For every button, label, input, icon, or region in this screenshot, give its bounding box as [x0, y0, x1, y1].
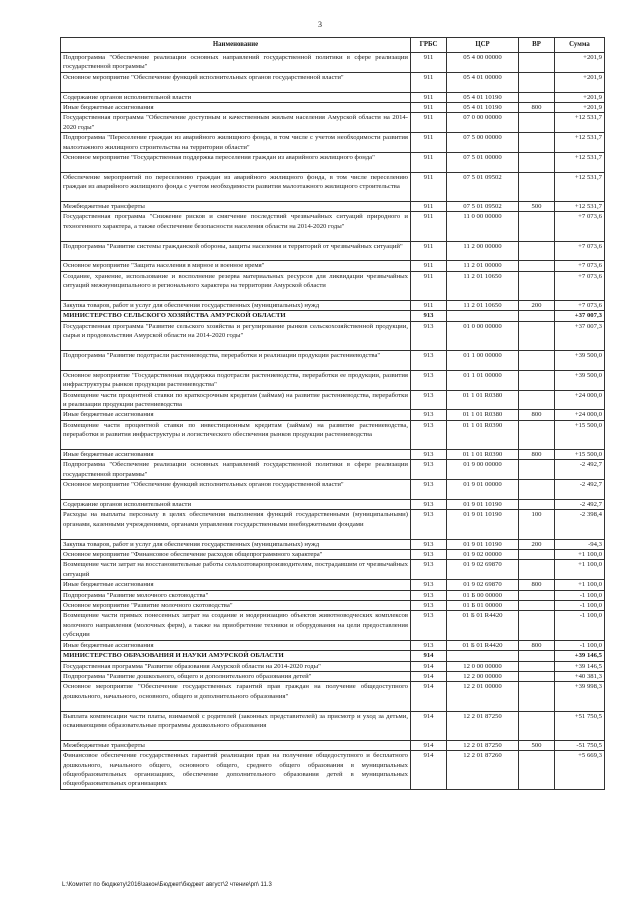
row-csr: 01 0 00 00000	[447, 321, 519, 350]
row-csr: 11 0 00 00000	[447, 212, 519, 241]
row-grbs: 911	[411, 103, 447, 113]
row-grbs: 913	[411, 580, 447, 590]
row-csr: 07 0 00 00000	[447, 113, 519, 133]
row-name: Основное мероприятие "Финансовое обеспечение расходов общепрограммного характера"	[61, 550, 411, 560]
budget-table	[60, 37, 605, 790]
row-sum: +7 073,6	[555, 271, 605, 300]
row-sum: +24 000,0	[555, 390, 605, 410]
table-row	[61, 640, 605, 650]
row-name: Основное мероприятие "Обеспечение функций исполнительных органов государственной власти"	[61, 480, 411, 500]
row-name: Основное мероприятие "Обеспечение государственных гарантий прав граждан на получение общедоступного дошкольного, начального, основного, общего и дополнительного образования"	[61, 682, 411, 711]
row-name: Подпрограмма "Развитие подотрасли растениеводства, переработки и реализации продукции растениеводства"	[61, 351, 411, 371]
row-sum: +5 669,3	[555, 751, 605, 790]
row-csr: 12 2 00 00000	[447, 671, 519, 681]
row-sum: -2 398,4	[555, 510, 605, 539]
row-name: Иные бюджетные ассигнования	[61, 450, 411, 460]
row-csr: 12 2 01 87250	[447, 711, 519, 740]
row-grbs: 913	[411, 590, 447, 600]
row-sum: +39 146,5	[555, 661, 605, 671]
table-row	[61, 321, 605, 350]
row-name: Государственная программа "Снижение рисков и смягчение последствий чрезвычайных ситуаций природного и техногенного характера, а также обеспечение безопасности населения области на 2014-2020 годы"	[61, 212, 411, 241]
row-grbs: 913	[411, 500, 447, 510]
row-vr: 200	[519, 539, 555, 549]
row-vr: 800	[519, 450, 555, 460]
row-csr: 05 4 01 00000	[447, 72, 519, 92]
row-name: Подпрограмма "Развитие молочного скотоводства"	[61, 590, 411, 600]
row-csr: 01 9 01 10190	[447, 500, 519, 510]
row-grbs: 913	[411, 450, 447, 460]
row-vr	[519, 661, 555, 671]
row-csr: 01 9 01 00000	[447, 480, 519, 500]
row-csr: 01 1 01 R0380	[447, 390, 519, 410]
row-sum: +1 100,0	[555, 560, 605, 580]
table-row	[61, 611, 605, 640]
row-grbs: 911	[411, 153, 447, 173]
row-csr: 01 Б 00 00000	[447, 590, 519, 600]
row-vr: 500	[519, 202, 555, 212]
row-sum: +7 073,6	[555, 301, 605, 311]
row-csr: 07 5 01 09502	[447, 172, 519, 201]
row-name: Подпрограмма "Развитие дошкольного, общего и дополнительного образования детей"	[61, 671, 411, 681]
row-csr: 01 Б 01 00000	[447, 601, 519, 611]
row-grbs: 914	[411, 711, 447, 740]
row-vr	[519, 321, 555, 350]
row-name: Основное мероприятие "Развитие молочного скотоводства"	[61, 601, 411, 611]
row-vr	[519, 271, 555, 300]
row-grbs: 913	[411, 311, 447, 321]
table-row	[61, 480, 605, 500]
row-sum: -1 100,0	[555, 640, 605, 650]
table-row	[61, 661, 605, 671]
table-row	[61, 153, 605, 173]
row-sum: +1 100,0	[555, 580, 605, 590]
row-name: Создание, хранение, использование и восполнение резерва материальных ресурсов для ликвидации чрезвычайных ситуаций межмуниципального и регионального характера на территории Амурской области	[61, 271, 411, 300]
row-name: Закупка товаров, работ и услуг для обеспечения государственных (муниципальных) нужд	[61, 301, 411, 311]
row-grbs: 913	[411, 370, 447, 390]
page-number: 3	[318, 20, 322, 29]
row-sum: -94,3	[555, 539, 605, 549]
row-grbs: 911	[411, 271, 447, 300]
table-row	[61, 261, 605, 271]
row-vr: 800	[519, 580, 555, 590]
row-vr	[519, 72, 555, 92]
row-sum: +201,9	[555, 53, 605, 73]
row-sum: +12 531,7	[555, 133, 605, 153]
row-grbs: 911	[411, 202, 447, 212]
row-grbs: 913	[411, 539, 447, 549]
row-vr	[519, 682, 555, 711]
row-vr	[519, 351, 555, 371]
row-grbs: 913	[411, 611, 447, 640]
row-vr	[519, 92, 555, 102]
row-sum: -2 492,7	[555, 500, 605, 510]
row-grbs: 911	[411, 172, 447, 201]
row-grbs: 911	[411, 241, 447, 261]
row-vr: 800	[519, 410, 555, 420]
table-row	[61, 651, 605, 661]
row-sum: +37 007,3	[555, 321, 605, 350]
row-name: Иные бюджетные ассигнования	[61, 103, 411, 113]
row-csr: 12 2 01 87260	[447, 751, 519, 790]
row-name: Основное мероприятие "Государственная поддержка переселения граждан из аварийного жилищного фонда"	[61, 153, 411, 173]
table-row	[61, 92, 605, 102]
row-sum: +1 100,0	[555, 550, 605, 560]
file-path-footer: L:\Комитет по бюджету\2016\закон\Бюджет\бюджет август\2 чтение\рп\ 11.3	[62, 882, 272, 888]
row-sum: +12 531,7	[555, 153, 605, 173]
row-grbs: 913	[411, 601, 447, 611]
row-vr: 200	[519, 301, 555, 311]
row-name: Государственная программа "Развитие сельского хозяйства и регулирование рынков сельскохозяйственной продукции, сырья и продовольствия Амурской области на 2014-2020 годы"	[61, 321, 411, 350]
row-sum: +12 531,7	[555, 202, 605, 212]
row-grbs: 913	[411, 640, 447, 650]
table-row	[61, 53, 605, 73]
table-row	[61, 740, 605, 750]
row-grbs: 914	[411, 682, 447, 711]
table-row	[61, 113, 605, 133]
row-grbs: 913	[411, 510, 447, 539]
row-name: Подпрограмма "Обеспечение реализации основных направлений государственной политики в сфере реализации государственной программы"	[61, 460, 411, 480]
row-sum: +12 531,7	[555, 172, 605, 201]
row-name: Содержание органов исполнительной власти	[61, 92, 411, 102]
row-sum: -1 100,0	[555, 611, 605, 640]
row-name: Возмещение части затрат на восстановительные работы сельхозтоваропроизводителям, пострадавшим от чрезвычайных ситуаций	[61, 560, 411, 580]
row-sum: +39 500,0	[555, 351, 605, 371]
row-vr: 800	[519, 103, 555, 113]
row-csr: 01 9 00 00000	[447, 460, 519, 480]
row-vr	[519, 590, 555, 600]
row-csr: 01 1 00 00000	[447, 351, 519, 371]
row-vr	[519, 711, 555, 740]
row-grbs: 911	[411, 133, 447, 153]
row-sum: +24 000,0	[555, 410, 605, 420]
row-name: Финансовое обеспечение государственных гарантий реализации прав на получение общедоступного и бесплатного дошкольного, начального общего, основного общего, среднего общего образования в муниципальных общеобразовательных организациях, обеспечение дополнительного образования детей в муниципальных общеобразовательных организациях	[61, 751, 411, 790]
row-vr: 500	[519, 740, 555, 750]
row-vr	[519, 370, 555, 390]
row-name: Межбюджетные трансферты	[61, 740, 411, 750]
table-row	[61, 580, 605, 590]
row-grbs: 913	[411, 560, 447, 580]
row-sum: +201,9	[555, 92, 605, 102]
row-name: Подпрограмма "Развитие системы гражданской обороны, защиты населения и территорий от чрезвычайных ситуаций"	[61, 241, 411, 261]
table-row	[61, 133, 605, 153]
row-csr: 07 5 01 00000	[447, 153, 519, 173]
row-grbs: 914	[411, 751, 447, 790]
row-grbs: 911	[411, 92, 447, 102]
row-vr: 100	[519, 510, 555, 539]
row-vr	[519, 113, 555, 133]
row-name: Подпрограмма "Обеспечение реализации основных направлений государственной политики в сфере реализации государственной программы"	[61, 53, 411, 73]
row-vr	[519, 53, 555, 73]
row-vr	[519, 500, 555, 510]
header-sum: Сумма	[555, 38, 605, 53]
row-vr	[519, 153, 555, 173]
row-name: Обеспечение мероприятий по переселению граждан из аварийного жилищного фонда, в том числе переселению граждан из аварийного жилищного фонда с учетом необходимости развития малоэтажного жилищного строительства	[61, 172, 411, 201]
table-row	[61, 301, 605, 311]
table-row	[61, 601, 605, 611]
row-grbs: 913	[411, 550, 447, 560]
table-row	[61, 311, 605, 321]
row-sum: -2 492,7	[555, 460, 605, 480]
row-sum: +7 073,6	[555, 241, 605, 261]
table-row	[61, 539, 605, 549]
row-sum: +7 073,6	[555, 261, 605, 271]
table-row	[61, 500, 605, 510]
table-row	[61, 711, 605, 740]
row-vr	[519, 560, 555, 580]
row-sum: +15 500,0	[555, 450, 605, 460]
table-row	[61, 202, 605, 212]
row-sum: +39 998,3	[555, 682, 605, 711]
row-grbs: 914	[411, 661, 447, 671]
row-csr: 01 9 01 10190	[447, 539, 519, 549]
row-csr: 05 4 01 10190	[447, 92, 519, 102]
table-row	[61, 351, 605, 371]
row-vr	[519, 212, 555, 241]
row-grbs: 913	[411, 390, 447, 410]
row-csr: 05 4 01 10190	[447, 103, 519, 113]
row-csr: 11 2 01 10650	[447, 301, 519, 311]
row-grbs: 911	[411, 113, 447, 133]
row-csr: 01 1 01 R0390	[447, 450, 519, 460]
row-vr	[519, 651, 555, 661]
row-name: МИНИСТЕРСТВО ОБРАЗОВАНИЯ И НАУКИ АМУРСКОЙ ОБЛАСТИ	[61, 651, 411, 661]
table-row	[61, 410, 605, 420]
row-name: Подпрограмма "Переселение граждан из аварийного жилищного фонда, в том числе с учетом необходимости развития малоэтажного жилищного строительства на территории области"	[61, 133, 411, 153]
row-vr	[519, 261, 555, 271]
row-name: Закупка товаров, работ и услуг для обеспечения государственных (муниципальных) нужд	[61, 539, 411, 549]
row-grbs: 911	[411, 261, 447, 271]
row-sum: +37 007,3	[555, 311, 605, 321]
table-row	[61, 212, 605, 241]
row-name: Возмещение части прямых понесенных затрат на создание и модернизацию объектов животноводческих комплексов молочного направления (молочных ферм), а также на приобретение техники и оборудования на цели предоставления субсидии	[61, 611, 411, 640]
row-csr: 01 Б 01 R4420	[447, 611, 519, 640]
row-csr: 01 9 02 69870	[447, 560, 519, 580]
row-name: МИНИСТЕРСТВО СЕЛЬСКОГО ХОЗЯЙСТВА АМУРСКОЙ ОБЛАСТИ	[61, 311, 411, 321]
header-vr: ВР	[519, 38, 555, 53]
row-vr	[519, 133, 555, 153]
row-vr	[519, 172, 555, 201]
row-sum: -2 492,7	[555, 480, 605, 500]
row-grbs: 913	[411, 420, 447, 449]
row-csr: 01 9 02 00000	[447, 550, 519, 560]
row-csr: 12 0 00 00000	[447, 661, 519, 671]
row-csr: 01 9 01 10190	[447, 510, 519, 539]
row-csr: 05 4 00 00000	[447, 53, 519, 73]
table-row	[61, 390, 605, 410]
row-csr: 12 2 01 87250	[447, 740, 519, 750]
row-grbs: 911	[411, 53, 447, 73]
row-sum: -51 750,5	[555, 740, 605, 750]
table-row	[61, 510, 605, 539]
table-row	[61, 450, 605, 460]
row-csr: 01 1 01 R0390	[447, 420, 519, 449]
row-csr: 01 1 01 R0380	[447, 410, 519, 420]
row-name: Иные бюджетные ассигнования	[61, 410, 411, 420]
row-grbs: 911	[411, 72, 447, 92]
row-name: Основное мероприятие "Защита населения в мирное и военное время"	[61, 261, 411, 271]
table-row	[61, 590, 605, 600]
table-row	[61, 671, 605, 681]
row-sum: -1 100,0	[555, 590, 605, 600]
header-csr: ЦСР	[447, 38, 519, 53]
table-row	[61, 560, 605, 580]
table-header-row	[61, 38, 605, 53]
header-grbs: ГРБС	[411, 38, 447, 53]
row-name: Государственная программа "Развитие образования Амурской области на 2014-2020 годы"	[61, 661, 411, 671]
header-name: Наименование	[61, 38, 411, 53]
row-grbs: 913	[411, 480, 447, 500]
row-vr	[519, 611, 555, 640]
row-grbs: 914	[411, 740, 447, 750]
row-name: Государственная программа "Обеспечение доступным и качественным жильем населения Амурской области на 2014-2020 годы"	[61, 113, 411, 133]
row-csr: 01 1 01 00000	[447, 370, 519, 390]
row-grbs: 913	[411, 321, 447, 350]
row-csr: 07 5 01 09502	[447, 202, 519, 212]
row-vr	[519, 311, 555, 321]
row-vr: 800	[519, 640, 555, 650]
row-sum: -1 100,0	[555, 601, 605, 611]
table-row	[61, 172, 605, 201]
row-vr	[519, 671, 555, 681]
row-grbs: 911	[411, 301, 447, 311]
row-vr	[519, 751, 555, 790]
row-sum: +12 531,7	[555, 113, 605, 133]
table-row	[61, 682, 605, 711]
row-sum: +40 381,3	[555, 671, 605, 681]
row-grbs: 914	[411, 671, 447, 681]
row-name: Основное мероприятие "Государственная поддержка подотрасли растениеводства, переработки ее продукции, развития инфраструктуры рынков продукции растениеводства"	[61, 370, 411, 390]
row-csr: 11 2 01 10650	[447, 271, 519, 300]
row-name: Основное мероприятие "Обеспечение функций исполнительных органов государственной власти"	[61, 72, 411, 92]
row-grbs: 913	[411, 460, 447, 480]
table-row	[61, 370, 605, 390]
row-sum: +39 146,5	[555, 651, 605, 661]
row-name: Возмещение части процентной ставки по краткосрочным кредитам (займам) на развитие растениеводства, переработки и реализации продукции растениеводства	[61, 390, 411, 410]
row-name: Расходы на выплаты персоналу в целях обеспечения выполнения функций государственными (муниципальными) органами, казенными учреждениями, органами управления государственными внебюджетными фондами	[61, 510, 411, 539]
row-csr: 11 2 01 00000	[447, 261, 519, 271]
row-csr	[447, 311, 519, 321]
table-row	[61, 241, 605, 261]
row-csr: 01 9 02 69870	[447, 580, 519, 590]
row-sum: +201,9	[555, 72, 605, 92]
row-vr	[519, 460, 555, 480]
row-vr	[519, 390, 555, 410]
row-csr	[447, 651, 519, 661]
row-name: Содержание органов исполнительной власти	[61, 500, 411, 510]
row-sum: +39 500,0	[555, 370, 605, 390]
table-row	[61, 420, 605, 449]
table-row	[61, 460, 605, 480]
row-name: Иные бюджетные ассигнования	[61, 580, 411, 590]
row-name: Иные бюджетные ассигнования	[61, 640, 411, 650]
row-vr	[519, 241, 555, 261]
table-row	[61, 72, 605, 92]
row-sum: +201,9	[555, 103, 605, 113]
row-csr: 12 2 01 00000	[447, 682, 519, 711]
row-grbs: 911	[411, 212, 447, 241]
row-grbs: 913	[411, 410, 447, 420]
row-name: Возмещение части процентной ставки по инвестиционным кредитам (займам) на развитие растениеводства, переработки и развития инфраструктуры и логистического обеспечения рынков продукции растениеводства	[61, 420, 411, 449]
row-sum: +15 500,0	[555, 420, 605, 449]
row-sum: +7 073,6	[555, 212, 605, 241]
row-vr	[519, 480, 555, 500]
table-row	[61, 271, 605, 300]
table-row	[61, 751, 605, 790]
row-name: Выплата компенсации части платы, взимаемой с родителей (законных представителей) за присмотр и уход за детьми, осваивающими образовательные программы дошкольного образования	[61, 711, 411, 740]
table-row	[61, 103, 605, 113]
row-grbs: 914	[411, 651, 447, 661]
row-csr: 01 Б 01 R4420	[447, 640, 519, 650]
row-csr: 07 5 00 00000	[447, 133, 519, 153]
table-row	[61, 550, 605, 560]
row-vr	[519, 601, 555, 611]
row-csr: 11 2 00 00000	[447, 241, 519, 261]
row-sum: +51 750,5	[555, 711, 605, 740]
row-name: Межбюджетные трансферты	[61, 202, 411, 212]
row-grbs: 913	[411, 351, 447, 371]
row-vr	[519, 550, 555, 560]
row-vr	[519, 420, 555, 449]
